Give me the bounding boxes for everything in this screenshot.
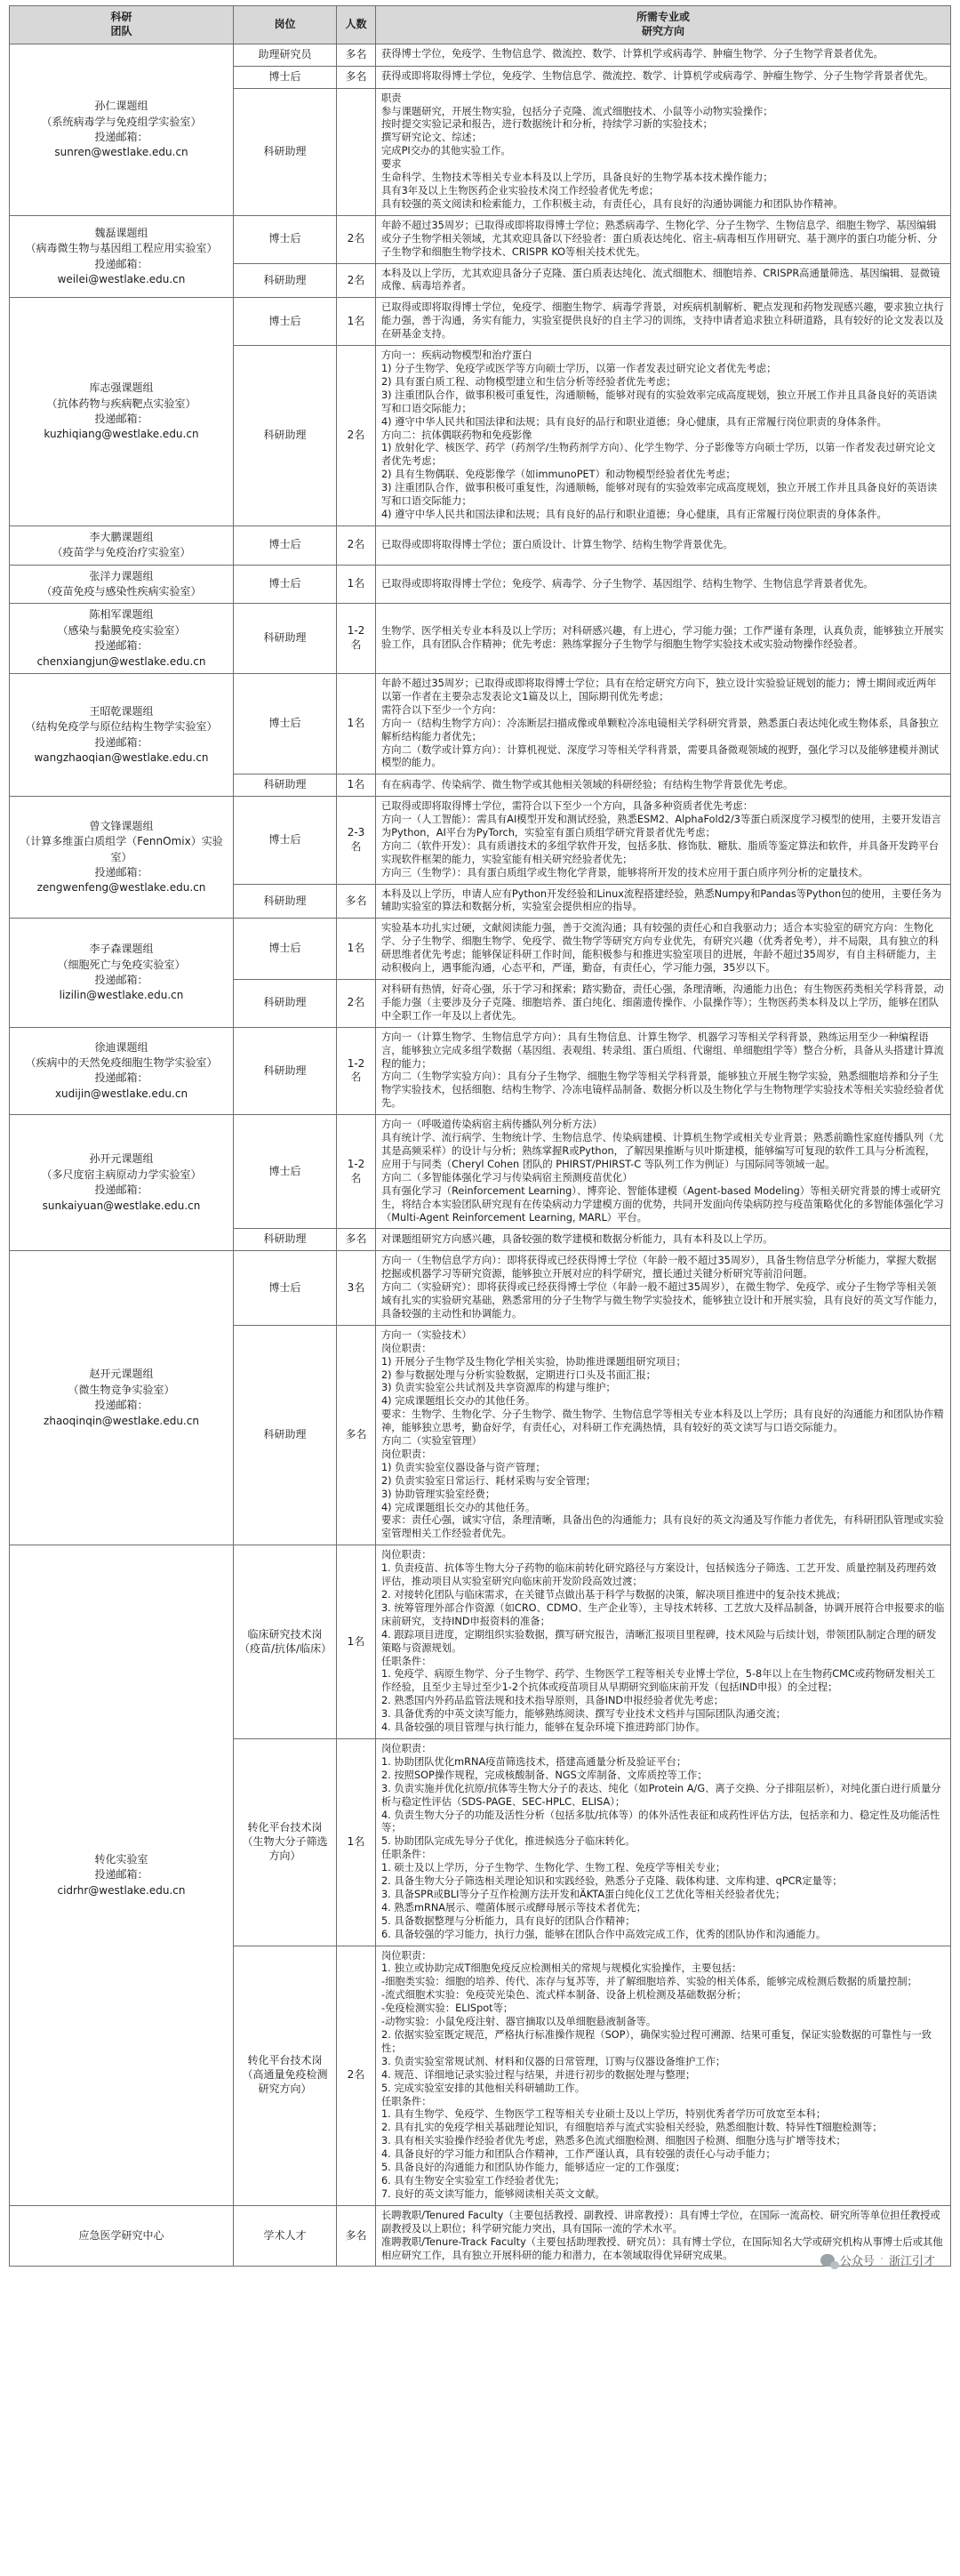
position-label: 科研助理 xyxy=(263,1428,307,1441)
count-cell: 2名 xyxy=(337,346,376,526)
requirement-line: 方向二（生物学实验方向）：具有分子生物学、细胞生物学等相关学科背景，能够独立开展生物学实验，熟悉细胞培养和分子生物学实验技术，包括细胞、结构生物学、冷冻电镜样品制备、数据分析以及生物化学与生物物理学实验技术等相关实验经验者优先。 xyxy=(381,1071,944,1110)
team-name-line: （系统病毒学与免疫组学实验室） xyxy=(41,115,202,128)
team-email[interactable]: lizilin@westlake.edu.cn xyxy=(59,989,184,1002)
requirement-line: 3) 负责实验室公共试剂及共享资源库的构建与维护； xyxy=(381,1382,616,1394)
requirement-line: 参与课题研究，开展生物实验，包括分子克隆、流式细胞技术、小鼠等小动物实验操作； xyxy=(381,105,773,117)
position-cell xyxy=(234,1115,337,1229)
requirement-cell xyxy=(376,919,951,980)
position-cell xyxy=(234,1545,337,1739)
requirement-line: 按时提交实验记录和报告，进行数据统计和分析，持续学习新的实验技术； xyxy=(381,118,713,131)
requirement-line: 2. 对接转化团队与临床需求，在关键节点做出基于科学与数据的决策，解决项目推进中的复杂技术挑战； xyxy=(381,1589,846,1601)
requirement-cell xyxy=(376,1545,951,1739)
team-cell xyxy=(10,604,234,674)
requirement-line: 3. 负责实验室常规试剂、材料和仪器的日常管理，订购与仪器设备维护工作； xyxy=(381,2055,726,2067)
team-name-line: 投递邮箱： xyxy=(94,1868,148,1882)
requirement-line: 3) 协助管理实验室经费； xyxy=(381,1488,496,1500)
requirement-cell xyxy=(376,1325,951,1545)
count-cell: 1-2名 xyxy=(337,1027,376,1114)
table-row xyxy=(10,44,951,67)
team-name-line: 库志强课题组 xyxy=(89,381,154,395)
requirement-line: 具有统计学、流行病学、生物统计学、生物信息学、传染病建模、计算机生物学或相关专业背景；熟悉前瞻性家庭传播队列（尤其是高频采样）的设计与分析；熟练掌握R或Python，了解因果推断与贝叶斯建模，能够编写可复现的软件工具与分析流程，应用于与同类（Cheryl Cohen 团队的 PHIRST/PHIRST-C 等队列工作为例证）与国际同等领域一起。 xyxy=(381,1132,944,1170)
position-label: 转化平台技术岗 xyxy=(247,2054,323,2067)
requirement-line: 5. 完成实验室安排的其他相关科研辅助工作。 xyxy=(381,2082,586,2094)
position-cell xyxy=(234,604,337,674)
position-label: 博士后 xyxy=(268,314,301,327)
requirement-line: 3) 注重团队合作，做事积极可重复性，沟通顺畅，能够对现有的实验效率完成高度规划，独立开展工作并且具备良好的英语读写和口语交际能力； xyxy=(381,482,938,508)
team-name-line: （感染与黏膜免疫实验室） xyxy=(57,623,186,637)
position-label: 博士后 xyxy=(268,832,301,846)
requirement-cell xyxy=(376,1115,951,1229)
position-cell xyxy=(234,526,337,565)
team-name-line: 应急医学研究中心 xyxy=(78,2228,164,2242)
position-cell xyxy=(234,1251,337,1326)
position-label: 科研助理 xyxy=(263,1063,307,1077)
team-name-line: （多尺度宿主病原动力学实验室） xyxy=(41,1168,202,1181)
team-name-line: （计算多维蛋白质组学（FennOmix）实验室） xyxy=(20,835,223,863)
requirement-line: 要求：生物学、生物化学、分子生物学、微生物学、生物信息学等相关专业本科及以上学历；具有良好的沟通能力和团队协作精神，能够独立思考，勤奋好学，有责任心，对科研工作充满热情，具有较好的英文读写与口语交际能力。 xyxy=(381,1408,944,1434)
requirement-cell xyxy=(376,980,951,1028)
team-name-line: 张洋力课题组 xyxy=(89,569,154,582)
wechat-icon xyxy=(820,2254,835,2267)
team-name-line: 投递邮箱： xyxy=(94,257,148,270)
requirement-line: 具有3年及以上生物医药企业实验技术岗工作经验者优先考虑； xyxy=(381,185,660,197)
team-cell xyxy=(10,1251,234,1545)
requirement-cell xyxy=(376,1946,951,2205)
team-name-line: 李子森课题组 xyxy=(89,943,154,956)
count-cell: 多名 xyxy=(337,1229,376,1251)
requirement-line: 本科及以上学历，尤其欢迎具备分子克隆、蛋白质表达纯化、流式细胞术、细胞培养、CRISPR高通量筛选、基因编辑、显微镜成像、病毒培养者。 xyxy=(381,267,940,293)
count-cell: 多名 xyxy=(337,44,376,67)
requirement-line: 2. 熟悉国内外药品监管法规和技术指导原则，具备IND申报经验者优先考虑； xyxy=(381,1695,724,1707)
count-cell: 1名 xyxy=(337,298,376,346)
team-email[interactable]: sunkaiyuan@westlake.edu.cn xyxy=(42,1199,201,1212)
team-name-line: 投递邮箱： xyxy=(94,639,148,653)
count-cell: 1名 xyxy=(337,919,376,980)
recruitment-page xyxy=(9,5,951,2267)
team-cell xyxy=(10,2205,234,2267)
requirement-line: 1) 放射化学、核医学、药学（药剂学/生物药剂学方向）、化学生物学、分子影像等方向硕士学历，以第一作者发表过研究论文者优先考虑； xyxy=(381,442,936,468)
requirement-line: 3. 具备SPR或BLI等分子互作检测方法开发和ÄKTA蛋白纯化仪工艺优化等相关经验者优先； xyxy=(381,1888,786,1900)
requirement-line: 1) 开展分子生物学及生物化学相关实验，协助推进课题组研究项目； xyxy=(381,1355,686,1368)
requirement-line: 3. 具备优秀的中英文读写能力，能够熟练阅读、撰写专业技术文档并与国际团队沟通交流； xyxy=(381,1708,786,1721)
requirement-line: 获得博士学位，免疫学、生物信息学、微流控、数学、计算机学或病毒学、肿瘤生物学、分子生物学背景者优先。 xyxy=(381,48,884,60)
team-email[interactable]: wangzhaoqian@westlake.edu.cn xyxy=(34,750,209,764)
team-name-line: 投递邮箱： xyxy=(94,1071,148,1085)
position-cell xyxy=(234,980,337,1028)
requirement-line: 1. 协助团队优化mRNA疫苗筛选技术，搭建高通量分析及验证平台； xyxy=(381,1755,687,1768)
team-email[interactable]: weilei@westlake.edu.cn xyxy=(57,272,186,285)
table-body xyxy=(10,44,951,2267)
requirement-cell xyxy=(376,66,951,88)
position-label: 助理研究员 xyxy=(258,48,312,60)
table-row xyxy=(10,565,951,604)
count-cell: 1-2名 xyxy=(337,1115,376,1229)
team-name-line: 投递邮箱： xyxy=(94,413,148,426)
position-cell xyxy=(234,673,337,774)
requirement-line: 要求 xyxy=(381,158,402,171)
requirement-line: 任职条件： xyxy=(381,1655,432,1667)
requirement-cell xyxy=(376,1027,951,1114)
requirement-line: 6. 具有生物安全实验室工作经验者优先； xyxy=(381,2174,565,2187)
requirement-line: 2) 具有生物偶联、免疫影像学（如immunoPET）和动物模型经验者优先考虑； xyxy=(381,469,736,481)
requirement-line: 已取得或即将取得博士学位；免疫学、病毒学、分子生物学、基因组学、结构生物学、生物信息学背景者优先。 xyxy=(381,577,874,590)
requirement-cell xyxy=(376,774,951,797)
requirement-line: 岗位职责： xyxy=(381,1742,432,1754)
team-cell xyxy=(10,797,234,919)
requirement-line: 6. 具备较强的学习能力，执行力强，能够在团队合作中高效完成工作，优秀的团队协作和沟通能力。 xyxy=(381,1928,827,1940)
requirement-line: 岗位职责： xyxy=(381,1549,432,1561)
position-label: （生物大分子筛选方向） xyxy=(242,1834,328,1862)
position-cell xyxy=(234,88,337,215)
requirement-cell xyxy=(376,44,951,67)
requirement-line: 3. 负责实施并优化抗原/抗体等生物大分子的表达、纯化（如Protein A/G、离子交换、分子排阻层析），对纯化蛋白进行质量分析与稳定性评估（SDS-PAGE、SEC-HPLC、ELISA）； xyxy=(381,1782,941,1808)
requirement-line: 4. 跟踪项目进度，定期组织实验数据，撰写研究报告，清晰汇报项目里程碑，技术风险与后续计划，带领团队制定合理的研发策略与资源规划。 xyxy=(381,1628,937,1654)
team-cell xyxy=(10,1115,234,1251)
position-label: 科研助理 xyxy=(263,778,307,791)
requirement-line: 2) 具有蛋白质工程、动物模型建立和生信分析等经验者优先考虑； xyxy=(381,375,676,388)
team-name-line: 投递邮箱： xyxy=(94,735,148,749)
table-row xyxy=(10,298,951,346)
position-cell xyxy=(234,1946,337,2205)
table-row xyxy=(10,919,951,980)
count-cell: 1名 xyxy=(337,1738,376,1946)
requirement-cell xyxy=(376,346,951,526)
team-name-line: 投递邮箱： xyxy=(94,130,148,143)
position-label: 科研助理 xyxy=(263,273,307,286)
position-label: （疫苗/抗体/临床） xyxy=(239,1641,332,1655)
requirement-line: 4. 熟悉mRNA展示、噬菌体展示或酵母展示等技术者优先； xyxy=(381,1901,646,1914)
team-name-line: 投递邮箱： xyxy=(94,865,148,879)
requirement-line: 4. 规范、详细地记录实验过程与结果，并进行初步的数据处理与整理； xyxy=(381,2068,696,2081)
requirement-line: 方向二（实验室管理） xyxy=(381,1435,482,1448)
requirement-line: 1. 独立或协助完成T细胞免疫反应检测相关的常规与规模化实验操作，主要包括： xyxy=(381,1962,742,1975)
position-label: 博士后 xyxy=(268,577,301,590)
position-label: 学术人才 xyxy=(263,2228,307,2242)
footer-account: 浙江引才 xyxy=(888,2255,935,2269)
requirement-line: 5. 具备数据整理与分析能力，具有良好的团队合作精神； xyxy=(381,1914,636,1927)
table-row xyxy=(10,604,951,674)
requirement-line: 5. 协助团队完成先导分子优化，推进候选分子临床转化。 xyxy=(381,1835,636,1848)
requirement-line: 有在病毒学、传染病学、微生物学或其他相关领域的科研经验；有结构生物学背景优先考虑。 xyxy=(381,778,794,790)
requirement-cell xyxy=(376,884,951,919)
table-row xyxy=(10,526,951,565)
requirement-cell xyxy=(376,526,951,565)
header-count: 人数 xyxy=(337,6,376,44)
team-name-line: 投递邮箱： xyxy=(94,1399,148,1412)
count-cell: 2名 xyxy=(337,526,376,565)
position-label: 博士后 xyxy=(268,942,301,955)
team-name-line: 徐迪课题组 xyxy=(94,1040,148,1054)
count-cell: 2名 xyxy=(337,980,376,1028)
team-name-line: （疫苗免疫与感染性疾病实验室） xyxy=(41,585,202,598)
count-cell: 1名 xyxy=(337,565,376,604)
position-cell xyxy=(234,298,337,346)
requirement-line: 方向二（多智能体强化学习与传染病宿主预测疫苗优化） xyxy=(381,1171,633,1184)
requirement-line: 岗位职责： xyxy=(381,1949,432,1962)
requirement-line: 完成PI交办的其他实验工作。 xyxy=(381,145,511,157)
requirement-line: 4) 完成课题组长交办的其他任务。 xyxy=(381,1501,536,1513)
team-cell xyxy=(10,673,234,796)
team-cell xyxy=(10,526,234,565)
position-cell xyxy=(234,774,337,797)
requirement-line: 4) 遵守中华人民共和国法律和法规；具有良好的品行和职业道德；身心健康，具有正常履行岗位职责的身体条件。 xyxy=(381,508,887,520)
header-team: 科研 团队 xyxy=(10,6,234,44)
requirement-line: 岗位职责： xyxy=(381,1448,432,1460)
count-cell: 2名 xyxy=(337,215,376,263)
count-cell: 多名 xyxy=(337,2205,376,2267)
requirement-line: -细胞类实验：细胞的培养、传代、冻存与复苏等，并了解细胞培养、实验的相关体系，能够完成检测后数据的质量控制； xyxy=(381,1976,917,1988)
requirement-line: 2. 具有扎实的免疫学相关基础理论知识，有细胞培养与流式实验相关经验，熟悉细胞计数、特异性T细胞检测等； xyxy=(381,2122,883,2134)
position-label: 博士后 xyxy=(268,232,301,245)
team-cell xyxy=(10,565,234,604)
requirement-line: 4) 遵守中华人民共和国法律和法规；具有良好的品行和职业道德；身心健康，具有正常履行岗位职责的身体条件。 xyxy=(381,415,887,428)
position-label: 科研助理 xyxy=(263,144,307,157)
requirement-cell xyxy=(376,673,951,774)
position-cell xyxy=(234,66,337,88)
table-row xyxy=(10,1115,951,1229)
position-cell xyxy=(234,346,337,526)
requirement-line: -流式细胞术实验：免疫荧光染色、流式样本制备、设备上机检测及基础数据分析； xyxy=(381,1989,747,2002)
requirement-line: 3. 统筹管理外部合作资源（如CRO、CDMO、生产企业等），主导技术转移、工艺放大及样品制备，协调开展符合申报要求的临床前研究，支持IND申报资料的准备； xyxy=(381,1601,945,1627)
team-cell xyxy=(10,1545,234,2206)
requirement-line: 方向一（实验技术） xyxy=(381,1328,472,1341)
team-name-line: 李大鹏课题组 xyxy=(89,530,154,543)
requirement-line: 生命科学、生物技术等相关专业本科及以上学历，具备良好的生物学基本技术操作能力； xyxy=(381,172,773,184)
requirement-line: 4) 完成课题组长交办的其他任务。 xyxy=(381,1395,536,1408)
team-name-line: （细胞死亡与免疫实验室） xyxy=(57,958,186,971)
count-cell: 2-3名 xyxy=(337,797,376,884)
team-name-line: （抗体药物与疾病靶点实验室） xyxy=(46,397,196,410)
requirement-line: 生物学、医学相关专业本科及以上学历；对科研感兴趣，有上进心，学习能力强；工作严谨有条理，认真负责，能够独立开展实验工作，具有团队合作精神；优先考虑：熟练掌握分子生物学与细胞生物学实验技术或实验动物操作经验者。 xyxy=(381,625,944,651)
count-cell: 2名 xyxy=(337,1946,376,2205)
footer-watermark xyxy=(820,2251,935,2268)
position-cell xyxy=(234,919,337,980)
requirement-line: 1. 具有生物学、免疫学、生物医学工程等相关专业硕士及以上学历，特别优秀者学历可放宽至本科； xyxy=(381,2108,827,2121)
position-cell xyxy=(234,1738,337,1946)
requirement-line: 方向二（实验研究）：即将获得或已经获得博士学位（年龄一般不超过35周岁），在微生物学、免疫学、或分子生物学等相关领域有扎实的实验研究基础，熟悉常用的分子生物学与微生物学实验技术，能够独立设计和开展实验，具有良好的英文写作能力，具备较强的主动性和协调能力。 xyxy=(381,1281,944,1320)
requirement-line: 任职条件： xyxy=(381,1849,432,1861)
requirement-cell xyxy=(376,263,951,298)
team-cell xyxy=(10,44,234,216)
team-name-line: 陈相军课题组 xyxy=(89,608,154,622)
team-cell xyxy=(10,215,234,298)
team-name-line: 孙仁课题组 xyxy=(94,100,148,113)
requirement-line: 对课题组研究方向感兴趣，具备较强的数学建模和数据分析能力，具有本科及以上学历。 xyxy=(381,1232,773,1245)
requirement-line: 已取得或即将取得博士学位，需符合以下至少一个方向，具备多种资质者优先考虑： xyxy=(381,800,753,813)
position-label: 科研助理 xyxy=(263,996,307,1009)
requirement-line: 方向一（结构生物学方向）：冷冻断层扫描成像或单颗粒冷冻电镜相关学科研究背景，熟悉蛋白表达纯化或生物体系，具备独立解析结构能力者优先； xyxy=(381,717,939,742)
count-cell: 多名 xyxy=(337,884,376,919)
requirement-line: 方向一：疾病动物模型和治疗蛋白 xyxy=(381,349,532,362)
requirement-line: 准聘教职/Tenure-Track Faculty（主要包括助理教授、研究员）：具有博士学位，在国际知名大学或研究机构从事博士后或其他相应研究工作，具有独立开展科研的能力和潜力，在本领域取得优异研究成果。 xyxy=(381,2235,943,2261)
requirement-line: 4. 具备较强的项目管理与执行能力，能够在复杂环境下推进跨部门协作。 xyxy=(381,1721,706,1734)
count-cell: 多名 xyxy=(337,66,376,88)
requirement-line: 职责 xyxy=(381,92,402,104)
table-header-row xyxy=(10,6,951,44)
requirement-line: 已取得或即将取得博士学位，免疫学、细胞生物学、病毒学背景，对疾病机制解析、靶点发现和药物发现感兴趣，要求独立执行能力强，善于沟通，务实有能力，实验室提供良好的自主学习的训练，支持申请者追求独立科研道路，具有较好的论文发表以及在研基金支持。 xyxy=(381,301,944,341)
requirement-line: 方向二（数学或计算方向）：计算机视觉、深度学习等相关学科背景，需要具备微观领域的视野，强化学习以及能够建模并测试模型的能力。 xyxy=(381,743,939,769)
position-cell xyxy=(234,565,337,604)
team-email[interactable]: zengwenfeng@westlake.edu.cn xyxy=(36,881,206,895)
position-cell xyxy=(234,1027,337,1114)
team-name-line: 转化实验室 xyxy=(94,1852,148,1866)
position-cell xyxy=(234,1229,337,1251)
requirement-line: 方向二（软件开发）：具有质谱技术的多组学软件开发，包括多肽、修饰肽、糖肽、脂质等鉴定算法和软件，并具备开发跨平台实现软件框架的能力，实验室能有相关研究经验者优先； xyxy=(381,839,939,865)
count-cell: 多名 xyxy=(337,1325,376,1545)
requirement-line: 本科及以上学历，申请人应有Python开发经验和Linux流程搭建经验，熟悉Numpy和Pandas等Python包的使用，主要任务为辅助实验室的算法和数据分析，实验室会提供相应的指导。 xyxy=(381,887,942,913)
requirement-line: 具有较强的英文阅读和检索能力，工作积极主动，有责任心，具有良好的沟通协调能力和团队协作精神。 xyxy=(381,197,844,210)
position-label: 科研助理 xyxy=(263,429,307,442)
table-row xyxy=(10,797,951,884)
requirement-line: 4. 具备良好的学习能力和团队合作精神，工作严谨认真，具有较强的责任心与动手能力； xyxy=(381,2148,776,2161)
requirement-line: 1. 负责疫苗、抗体等生物大分子药物的临床前转化研究路径与方案设计，包括候选分子筛选、工艺开发、质量控制及药理药效评估，推动项目从实验室研究向临床前开发阶段高效过渡； xyxy=(381,1562,937,1588)
count-cell: 2名 xyxy=(337,263,376,298)
requirement-line: 需符合以下至少一个方向： xyxy=(381,703,502,716)
requirement-cell xyxy=(376,604,951,674)
header-requirement: 所需专业或 研究方向 xyxy=(376,6,951,44)
requirement-line: 方向三（生物学）：具有蛋白质组学或生物化学背景，能够将所开发的技术应用于蛋白质序列分析的定量技术。 xyxy=(381,866,868,879)
team-cell xyxy=(10,919,234,1027)
team-name-line: 孙开元课题组 xyxy=(89,1152,154,1166)
team-email[interactable]: cidrhr@westlake.edu.cn xyxy=(57,1883,186,1897)
footer-separator: · xyxy=(879,2253,884,2267)
position-label: （高通量免疫检测研究方向） xyxy=(242,2068,328,2096)
requirement-line: 方向一（计算生物学、生物信息学方向）：具有生物信息、计算生物学、机器学习等相关学科背景，熟练运用至少一种编程语言，能够独立完成多组学数据（基因组、表观组、转录组、蛋白质组、代谢组、单细胞组学等）整合分析，具备从头搭建计算流程的能力； xyxy=(381,1031,944,1070)
position-cell xyxy=(234,2205,337,2267)
table-row xyxy=(10,1027,951,1114)
team-email[interactable]: zhaoqinqin@westlake.edu.cn xyxy=(44,1414,199,1427)
requirement-line: 实验基本功扎实过硬，文献阅读能力强，善于交流沟通；具有较强的责任心和自我驱动力；适合本实验室的研究方向：生物化学、分子生物学、细胞生物学、免疫学、微生物学等研究方向专业优先，有研究兴趣（优秀者免考），并不局限，具有独立的科研思维者优先考虑；能够保证科研工作时间，能积极参与和推进实验室项目的进展，年龄不超过35周岁，有自主科研能力，主动积极向上，遇事能沟通，心态平和，严谨，勤奋，有责任心，学习能力强，35岁以下。 xyxy=(381,922,939,975)
requirement-cell xyxy=(376,565,951,604)
count-cell: 1名 xyxy=(337,673,376,774)
requirement-line: 要求：责任心强，诚实守信，条理清晰，具备出色的沟通能力；具有良好的英文沟通及写作能力者优先，有科研团队管理或实验室管理相关工作经验者优先。 xyxy=(381,1514,944,1540)
position-label: 博士后 xyxy=(268,717,301,730)
position-label: 博士后 xyxy=(268,1164,301,1177)
requirement-cell xyxy=(376,1251,951,1326)
requirement-line: 1) 负责实验室仪器设备与资产管理； xyxy=(381,1461,546,1473)
requirement-line: 获得或即将取得博士学位，免疫学、生物信息学、微流控、数学、计算机学或病毒学、肿瘤生物学、分子生物学背景者优先。 xyxy=(381,70,934,83)
table-row xyxy=(10,215,951,263)
position-cell xyxy=(234,1325,337,1545)
requirement-cell xyxy=(376,298,951,346)
position-label: 科研助理 xyxy=(263,631,307,645)
requirement-line: 2) 参与数据处理与分析实验数据，定期进行口头及书面汇报； xyxy=(381,1368,656,1381)
table-row xyxy=(10,2205,951,2267)
requirement-line: 撰写研究论文、综述； xyxy=(381,132,482,144)
team-name-line: （微生物竞争实验室） xyxy=(68,1383,175,1396)
team-name-line: 投递邮箱： xyxy=(94,974,148,987)
requirement-line: 岗位职责： xyxy=(381,1342,432,1354)
requirement-line: 7. 良好的英文读写能力，能够阅读相关英文文献。 xyxy=(381,2187,605,2200)
team-email[interactable]: xudijin@westlake.edu.cn xyxy=(54,1087,188,1100)
requirement-cell xyxy=(376,215,951,263)
team-email[interactable]: chenxiangjun@westlake.edu.cn xyxy=(36,654,206,668)
position-cell xyxy=(234,797,337,884)
requirement-cell xyxy=(376,797,951,884)
requirement-line: -动物实验：小鼠免疫注射、器官摘取以及单细胞悬液制备等。 xyxy=(381,2016,657,2028)
team-name-line: 魏磊课题组 xyxy=(94,226,148,239)
requirement-line: 1. 硕士及以上学历，分子生物学、生物化学、生物工程、免疫学等相关专业； xyxy=(381,1862,726,1874)
count-cell xyxy=(337,88,376,215)
requirement-cell xyxy=(376,1229,951,1251)
team-name-line: （结构免疫学与原位结构生物学实验室） xyxy=(25,720,218,734)
requirement-line: -免疫检测实验：ELISpot等； xyxy=(381,2002,514,2015)
table-row xyxy=(10,1545,951,1739)
requirement-line: 长聘教职/Tenured Faculty（主要包括教授、副教授、讲席教授）：具有博士学位，在国际一流高校、研究所等单位担任教授或副教授及以上职位；科学研究能力突出，具有国际一流的学术水平。 xyxy=(381,2209,940,2235)
requirement-line: 3. 具有相关实验操作经验者优先考虑，熟悉多色流式细胞检测、细胞因子检测、细胞分选与扩增等技术； xyxy=(381,2135,846,2147)
table-row xyxy=(10,673,951,774)
requirement-line: 方向一（呼吸道传染病宿主病传播队列分析方法） xyxy=(381,1119,603,1131)
team-name-line: 赵开元课题组 xyxy=(89,1368,154,1381)
requirement-line: 任职条件： xyxy=(381,2095,432,2107)
team-name-line: （病毒微生物与基因组工程应用实验室） xyxy=(25,242,218,255)
requirement-line: 1. 免疫学、病原生物学、分子生物学、药学、生物医学工程等相关专业博士学位，5-8年以上在生物药CMC或药物研发相关工作经验，且至少主导过至少1-2个抗体或疫苗项目从早期研究到临床前开发（包括IND申报）的全过程； xyxy=(381,1668,936,1694)
position-cell xyxy=(234,44,337,67)
requirement-line: 2. 依据实验室既定规范，严格执行标准操作规程（SOP），确保实验过程可溯源、结果可重复，保证实验数据的可靠性与一致性； xyxy=(381,2029,932,2054)
requirement-line: 1) 分子生物学、免疫学或医学等方向硕士学历，以第一作者发表过研究论文者优先考虑； xyxy=(381,362,777,374)
count-cell: 1名 xyxy=(337,774,376,797)
position-label: 博士后 xyxy=(268,538,301,551)
count-cell: 1-2名 xyxy=(337,604,376,674)
team-email[interactable]: kuzhiqiang@westlake.edu.cn xyxy=(44,428,199,441)
header-position: 岗位 xyxy=(234,6,337,44)
requirement-line: 2. 按照SOP操作规程，完成核酸制备、NGS文库制备、文库质控等工作； xyxy=(381,1769,708,1781)
requirement-cell xyxy=(376,88,951,215)
table-row xyxy=(10,1251,951,1326)
team-name-line: （疾病中的天然免疫细胞生物学实验室） xyxy=(25,1056,218,1070)
requirement-line: 方向二：抗体偶联药物和免疫影像 xyxy=(381,429,532,441)
recruitment-table xyxy=(9,5,951,2267)
position-label: 科研助理 xyxy=(263,894,307,907)
position-label: 博士后 xyxy=(268,1280,301,1294)
requirement-cell xyxy=(376,1738,951,1946)
count-cell: 1名 xyxy=(337,1545,376,1739)
position-label: 转化平台技术岗 xyxy=(247,1821,323,1834)
requirement-line: 对科研有热情，好奇心强，乐于学习和探索；踏实勤奋，责任心强，条理清晰，沟通能力出色；有生物医药类相关学科背景，动手能力强（主要涉及分子克隆、细胞培养、蛋白纯化、细菌遗传操作、小鼠操作等）；生物医药类本科及以上学历，能够在团队中全职工作一年及以上者优先。 xyxy=(381,983,944,1022)
requirement-line: 方向一（人工智能）：需具有AI模型开发和测试经验，熟悉ESM2、AlphaFold2/3等蛋白质深度学习模型的使用，主要开发语言为Python，AI平台为PyTorch，实验室有蛋白质组学研究背景者优先考虑； xyxy=(381,814,941,839)
requirement-line: 2) 负责实验室日常运行、耗材采购与安全管理； xyxy=(381,1474,596,1487)
team-name-line: 投递邮箱： xyxy=(94,1184,148,1197)
count-cell: 3名 xyxy=(337,1251,376,1326)
team-email[interactable]: sunren@westlake.edu.cn xyxy=(54,146,188,159)
team-name-line: 曾文锋课题组 xyxy=(89,819,154,832)
position-label: 临床研究技术岗 xyxy=(247,1627,323,1641)
team-cell xyxy=(10,1027,234,1114)
requirement-line: 具有强化学习（Reinforcement Learning）、博弈论、智能体建模（Agent-based Modeling）等相关研究背景的博士或研究生，将结合本实验团队研究现有在传染病动力学建模方面的优势，共同开发面向传染病防控与疫苗策略优化的多智能体强化学习（Multi-Agent Reinforcement Learning, MARL）平台。 xyxy=(381,1184,944,1224)
position-cell xyxy=(234,884,337,919)
requirement-line: 已取得或即将取得博士学位；蛋白质设计、计算生物学、结构生物学背景优先。 xyxy=(381,538,733,550)
position-label: 科研助理 xyxy=(263,1232,307,1246)
team-cell xyxy=(10,298,234,526)
position-cell xyxy=(234,263,337,298)
position-label: 博士后 xyxy=(268,69,301,83)
requirement-line: 5. 具备良好的沟通能力和团队协作能力，能够适应一定的工作强度； xyxy=(381,2162,685,2174)
team-name-line: （疫苗学与免疫治疗实验室） xyxy=(52,546,191,559)
position-cell xyxy=(234,215,337,263)
requirement-line: 年龄不超过35周岁；已取得或即将取得博士学位；具有在给定研究方向下，独立设计实验验证规划的能力；博士期间或近两年以第一作者在主要杂志发表论文1篇及以上，国际期刊优先考虑； xyxy=(381,677,937,702)
requirement-line: 4. 负责生物大分子的功能及活性分析（包括多肽/抗体等）的体外活性表征和成药性评估方法，包括亲和力、稳定性及功能活性等； xyxy=(381,1809,940,1834)
requirement-line: 年龄不超过35周岁；已取得或即将取得博士学位；熟悉病毒学、生物化学、分子生物学、生物信息学、细胞生物学、基因编辑或分子生物学相关领域，尤其欢迎具备以下经验者：蛋白质表达纯化、宿主-病毒相互作用研究、基于测序的蛋白功能分析、分子生物学和细胞生物学技术、CRISPR KO等相关技术优先。 xyxy=(381,219,938,258)
requirement-line: 2. 具备生物大分子筛选相关理论知识和实践经验，熟悉分子克隆、载体构建、文库构建、qPCR定量等； xyxy=(381,1875,843,1888)
requirement-line: 方向一（生物信息学方向）：即将获得或已经获得博士学位（年龄一般不超过35周岁），具备生物信息学分析能力，掌握大数据挖掘或机器学习等研究资源，能够独立开展对应的科学研究，擅长通过关键分析研究等前沿问题。 xyxy=(381,1255,937,1280)
requirement-line: 3) 注重团队合作，做事积极可重复性，沟通顺畅，能够对现有的实验效率完成高度规划，独立开展工作并且具备良好的英语读写和口语交际能力； xyxy=(381,389,938,414)
footer-source: 公众号 xyxy=(839,2255,875,2269)
team-name-line: 王昭乾课题组 xyxy=(89,704,154,718)
